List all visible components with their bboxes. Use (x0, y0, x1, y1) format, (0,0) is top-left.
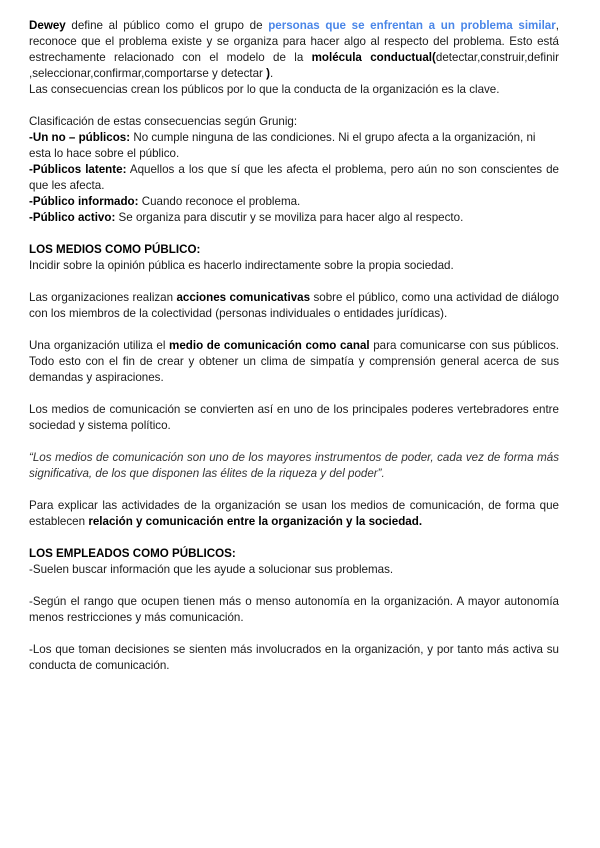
grunig-text: No cumple ninguna de las condiciones. Ni el grupo afecta a la organización, ni esta lo hace sobre el público. (29, 131, 536, 160)
grunig-item (29, 130, 559, 162)
medios-p4: Los medios de comunicación se convierten así en uno de los principales poderes vertebradores entre sociedad y sistema político. (29, 403, 559, 432)
empleados-p1: -Suelen buscar información que les ayude a solucionar sus problemas. (29, 563, 394, 576)
medios-p5 (29, 498, 559, 530)
grunig-text: Se organiza para discutir y se moviliza para hacer algo al respecto. (115, 211, 464, 224)
intro-text-3: detectar,construir,definir ,seleccionar,confirmar,comportarse y detectar (29, 51, 559, 80)
medios-p2-text: sobre el público, como una actividad de diálogo con los miembros de la colectividad (personas individuales o entidades jurídicas). (29, 291, 559, 320)
grunig-item (29, 194, 559, 210)
medios-p5-text: Para explicar las actividades de la organización se usan los medios de comunicación, de forma que establecen (29, 499, 559, 528)
medios-p2 (29, 290, 559, 322)
intro-text-4: . (270, 67, 274, 80)
acciones-term: acciones comunicativas (176, 291, 311, 304)
grunig-term: -Público activo: (29, 211, 116, 224)
empleados-p3: -Los que toman decisiones se sienten más involucrados en la organización, y por tanto más activa su conducta de comunicación. (29, 643, 559, 672)
medio-canal-term: medio de comunicación como canal (169, 339, 370, 352)
grunig-item (29, 210, 559, 226)
medios-quote: “Los medios de comunicación son uno de los mayores instrumentos de poder, cada vez de forma más significativa, de los que disponen las élites de la riqueza y del poder”. (29, 451, 559, 480)
grunig-heading: Clasificación de estas consecuencias según Grunig: (29, 115, 298, 128)
empleados-p2: -Según el rango que ocupen tienen más o menso autonomía en la organización. A mayor autonomía menos restricciones y más comunicación. (29, 595, 559, 624)
medios-p3-text: para comunicarse con sus públicos. Todo esto con el fin de crear y obtener un clima de simpatía y comprensión general acerca de sus demandas y aspiraciones. (29, 339, 559, 384)
medios-p2-text: Las organizaciones realizan (29, 291, 177, 304)
grunig-text: Aquellos a los que sí que les afecta el problema, pero aún no son conscientes de que les afecta. (29, 163, 559, 192)
grunig-term: -Un no – públicos: (29, 131, 131, 144)
medios-p3 (29, 338, 559, 386)
document-page (29, 18, 559, 674)
grunig-text: Cuando reconoce el problema. (138, 195, 301, 208)
medios-p1: Incidir sobre la opinión pública es hacerlo indirectamente sobre la propia sociedad. (29, 259, 454, 272)
grunig-term: -Públicos latente: (29, 163, 127, 176)
molecula-term: molécula conductual( (311, 51, 436, 64)
intro-close-paren: ) (266, 67, 271, 80)
medios-p3-text: Una organización utiliza el (29, 339, 170, 352)
dewey-term: Dewey (29, 19, 66, 32)
highlight-phrase: personas que se enfrentan a un problema similar (268, 19, 556, 32)
grunig-item (29, 162, 559, 194)
intro-text-1: define al público como el grupo de (65, 19, 269, 32)
grunig-term: -Público informado: (29, 195, 139, 208)
medios-heading: LOS MEDIOS COMO PÚBLICO: (29, 243, 201, 256)
relacion-term: relación y comunicación entre la organización y la sociedad. (88, 515, 423, 528)
empleados-heading: LOS EMPLEADOS COMO PÚBLICOS: (29, 547, 236, 560)
intro-text-2: , reconoce que el problema existe y se organiza para hacer algo al respecto del problema. Esto está estrechamente relacionado con el modelo de la (29, 19, 559, 64)
intro-line-2: Las consecuencias crean los públicos por lo que la conducta de la organización es la clave. (29, 83, 500, 96)
intro-paragraph (29, 18, 559, 82)
